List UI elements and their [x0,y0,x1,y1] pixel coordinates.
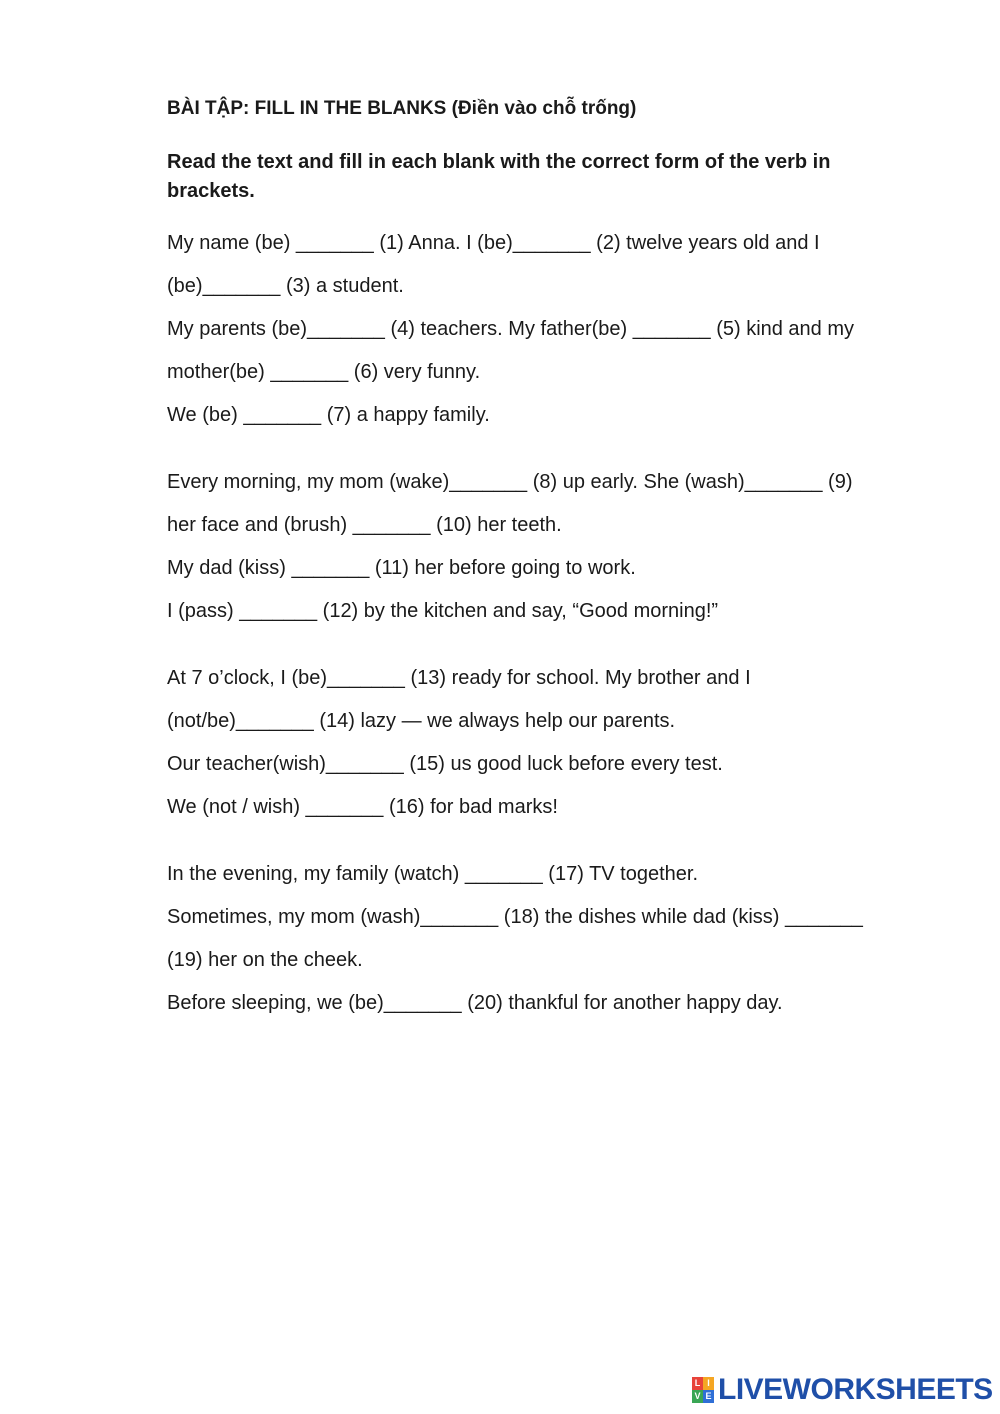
text-line-p1-1: My name (be) _______ (1) Anna. I (be)_______ (2) twelve years old and I [167,232,820,254]
text-line-p2-2: her face and (brush) _______ (10) her teeth. [167,514,562,536]
worksheet-instruction: Read the text and fill in each blank with the correct form of the verb in brackets. [167,151,831,202]
text-line-p3-4: We (not / wish) _______ (16) for bad marks! [167,796,558,818]
text-line-p2-3: My dad (kiss) _______ (11) her before going to work. [167,557,636,579]
worksheet-title: BÀI TẬP: FILL IN THE BLANKS (Điền vào chỗ trống) [167,98,637,119]
text-line-p2-4: I (pass) _______ (12) by the kitchen and say, “Good morning!” [167,600,719,622]
logo-text: LIVEWORKSHEETS [718,1373,993,1406]
text-line-p4-3: (19) her on the cheek. [167,949,363,971]
text-line-p1-5: We (be) _______ (7) a happy family. [167,404,490,426]
text-line-p3-1: At 7 o’clock, I (be)_______ (13) ready for school. My brother and I [167,667,751,689]
logo-mark-cell: E [703,1390,714,1403]
text-line-p3-3: Our teacher(wish)_______ (15) us good luck before every test. [167,753,723,775]
text-line-p1-4: mother(be) _______ (6) very funny. [167,361,481,383]
text-line-p3-2: (not/be)_______ (14) lazy — we always help our parents. [167,710,676,732]
liveworksheets-logo-icon [692,1377,714,1403]
text-line-p1-3: My parents (be)_______ (4) teachers. My father(be) _______ (5) kind and my [167,318,855,340]
liveworksheets-logo [692,1374,993,1406]
text-line-p2-1: Every morning, my mom (wake)_______ (8) up early. She (wash)_______ (9) [167,471,853,493]
logo-mark-cell: L [692,1377,703,1390]
logo-mark-cell: V [692,1390,703,1403]
text-line-p4-2: Sometimes, my mom (wash)_______ (18) the dishes while dad (kiss) _______ [167,906,863,928]
text-line-p4-4: Before sleeping, we (be)_______ (20) thankful for another happy day. [167,992,783,1014]
text-line-p1-2: (be)_______ (3) a student. [167,275,404,297]
text-line-p4-1: In the evening, my family (watch) _______ (17) TV together. [167,863,699,885]
logo-mark-cell: I [703,1377,714,1390]
